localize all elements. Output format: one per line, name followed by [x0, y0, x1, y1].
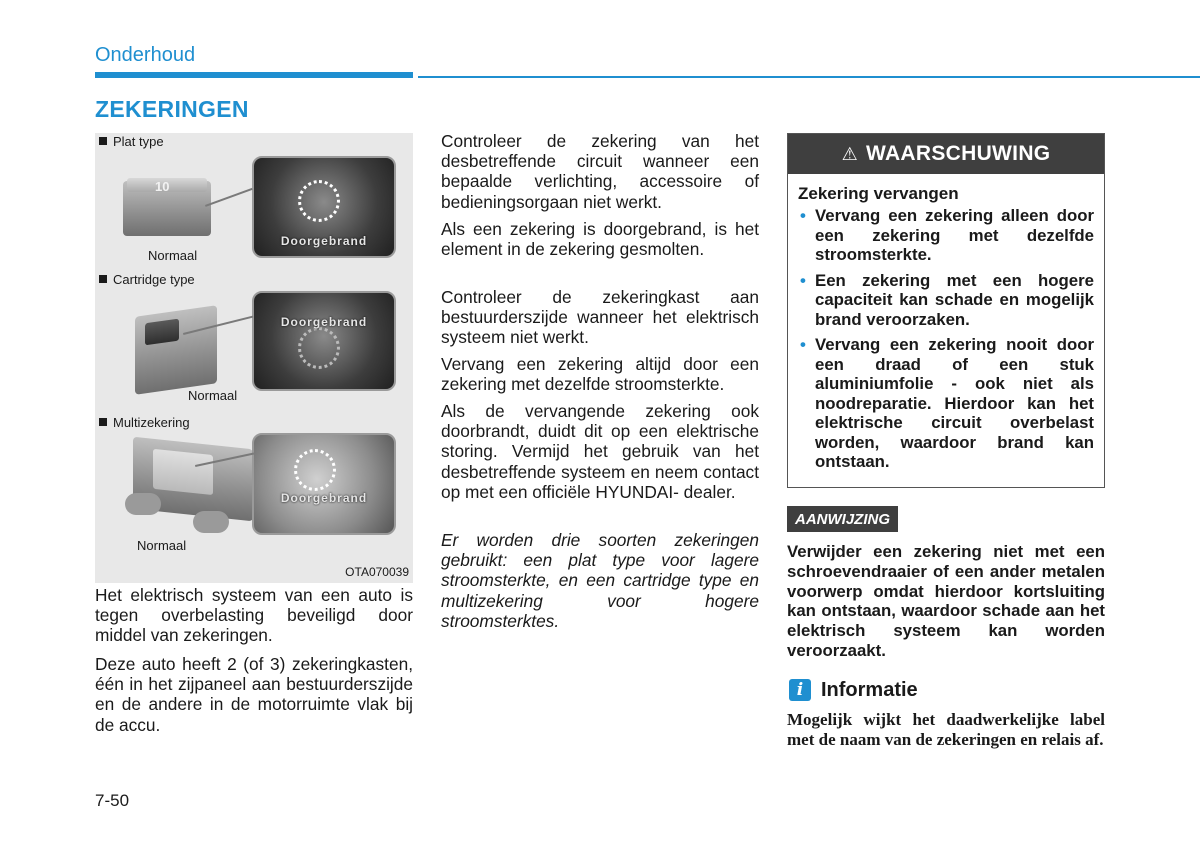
middle-paragraph-4: Vervang een zekering altijd door een zekering met dezelfde stroomsterkte. — [441, 354, 759, 395]
fuse-types-figure — [95, 133, 413, 583]
warning-box — [787, 133, 1105, 488]
multi-type-label — [99, 415, 190, 430]
bullet-square-icon — [99, 275, 107, 283]
page-title: ZEKERINGEN — [95, 96, 249, 122]
warning-subtitle: Zekering vervangen — [798, 184, 959, 203]
bullet-icon: • — [800, 270, 806, 290]
bullet-icon: • — [800, 335, 806, 354]
flat-normal-label: Normaal — [148, 248, 198, 263]
multi-blown-label: Doorgebrand — [280, 491, 368, 505]
warning-header — [788, 134, 1104, 174]
flat-fuse-number: 10 — [155, 179, 170, 194]
page-number: 7-50 — [95, 791, 130, 810]
cartridge-fuse-image — [135, 305, 217, 395]
section-title: Onderhoud — [95, 44, 196, 66]
left-paragraph-2: Deze auto heeft 2 (of 3) zekeringkasten, één in het zijpaneel aan bestuurderszijde en de andere in de motorruimte vlak bij de accu. — [95, 654, 413, 735]
flat-type-label-text: Plat type — [113, 134, 164, 149]
info-icon: i — [789, 679, 811, 701]
flat-leader-line — [205, 188, 253, 207]
warning-item-text: Vervang een zekering alleen door een zekering met dezelfde stroomsterkte. — [815, 206, 1094, 264]
figure-code: OTA070039 — [345, 565, 409, 579]
warning-triangle-icon: ⚠ — [841, 143, 858, 164]
cartridge-normal-label: Normaal — [188, 388, 238, 403]
middle-paragraph-3: Controleer de zekeringkast aan bestuurderszijde wanneer het elektrisch systeem niet werkt. — [441, 287, 759, 348]
cartridge-type-label-text: Cartridge type — [113, 272, 195, 287]
left-paragraph-1: Het elektrisch systeem van een auto is tegen overbelasting beveiligd door middel van zekeringen. — [95, 585, 413, 646]
note-badge: AANWIJZING — [787, 506, 898, 532]
middle-paragraph-1: Controleer de zekering van het desbetreffende circuit wanneer een bepaalde verlichting, accessoire of bedieningsorgaan niet werkt. — [441, 131, 759, 212]
middle-paragraph-2: Als een zekering is doorgebrand, is het element in de zekering gesmolten. — [441, 219, 759, 260]
bullet-icon: • — [800, 206, 806, 225]
flat-fuse-image — [123, 181, 211, 236]
warning-title: WAARSCHUWING — [866, 142, 1051, 165]
middle-paragraph-6: Er worden drie soorten zekeringen gebruikt: een plat type voor lagere stroomsterkte, en een cartridge type en multizekering voor hogere stroomsterktes. — [441, 530, 759, 631]
warning-item — [798, 271, 1094, 330]
cartridge-fuse-zoom — [252, 291, 396, 391]
warning-list — [788, 206, 1104, 472]
multi-terminal-image — [193, 511, 229, 533]
multi-terminal-image — [125, 493, 161, 515]
cartridge-blown-label: Doorgebrand — [280, 315, 368, 329]
bullet-square-icon — [99, 418, 107, 426]
multi-fuse-zoom — [252, 433, 396, 535]
cartridge-type-label — [99, 272, 195, 287]
middle-paragraph-5: Als de vervangende zekering ook doorbrandt, duidt dit op een elektrische storing. Vermijd het gebruik van het desbetreffende systeem en neem contact op met een officiële HYUNDAI- dealer. — [441, 401, 759, 502]
flat-type-label — [99, 134, 164, 149]
warning-item — [798, 206, 1094, 265]
info-text: Mogelijk wijkt het daadwerkelijke label met de naam van de zekeringen en relais af. — [787, 710, 1105, 749]
multi-normal-label: Normaal — [137, 538, 187, 553]
bullet-square-icon — [99, 137, 107, 145]
info-title: Informatie — [821, 679, 918, 701]
multi-type-label-text: Multizekering — [113, 415, 190, 430]
header-rule-thick — [95, 72, 413, 78]
warning-item — [798, 335, 1094, 472]
header-rule-thin — [418, 76, 1200, 78]
flat-blown-label: Doorgebrand — [280, 234, 368, 248]
note-text: Verwijder een zekering niet met een schroevendraaier of een ander metalen voorwerp omdat hierdoor kortsluiting kan ontstaan, waardoor schade aan het elektrisch systeem kan worden veroorzaakt. — [787, 542, 1105, 660]
flat-fuse-zoom — [252, 156, 396, 258]
warning-item-text: Vervang een zekering nooit door een draad of een stuk aluminiumfolie - ook niet als noodreparatie. Hierdoor kan het elektrische circuit overbelast worden, waardoor brand kan ontstaan. — [815, 335, 1094, 471]
warning-item-text: Een zekering met een hogere capaciteit kan schade en mogelijk brand veroorzaken. — [815, 270, 1094, 329]
